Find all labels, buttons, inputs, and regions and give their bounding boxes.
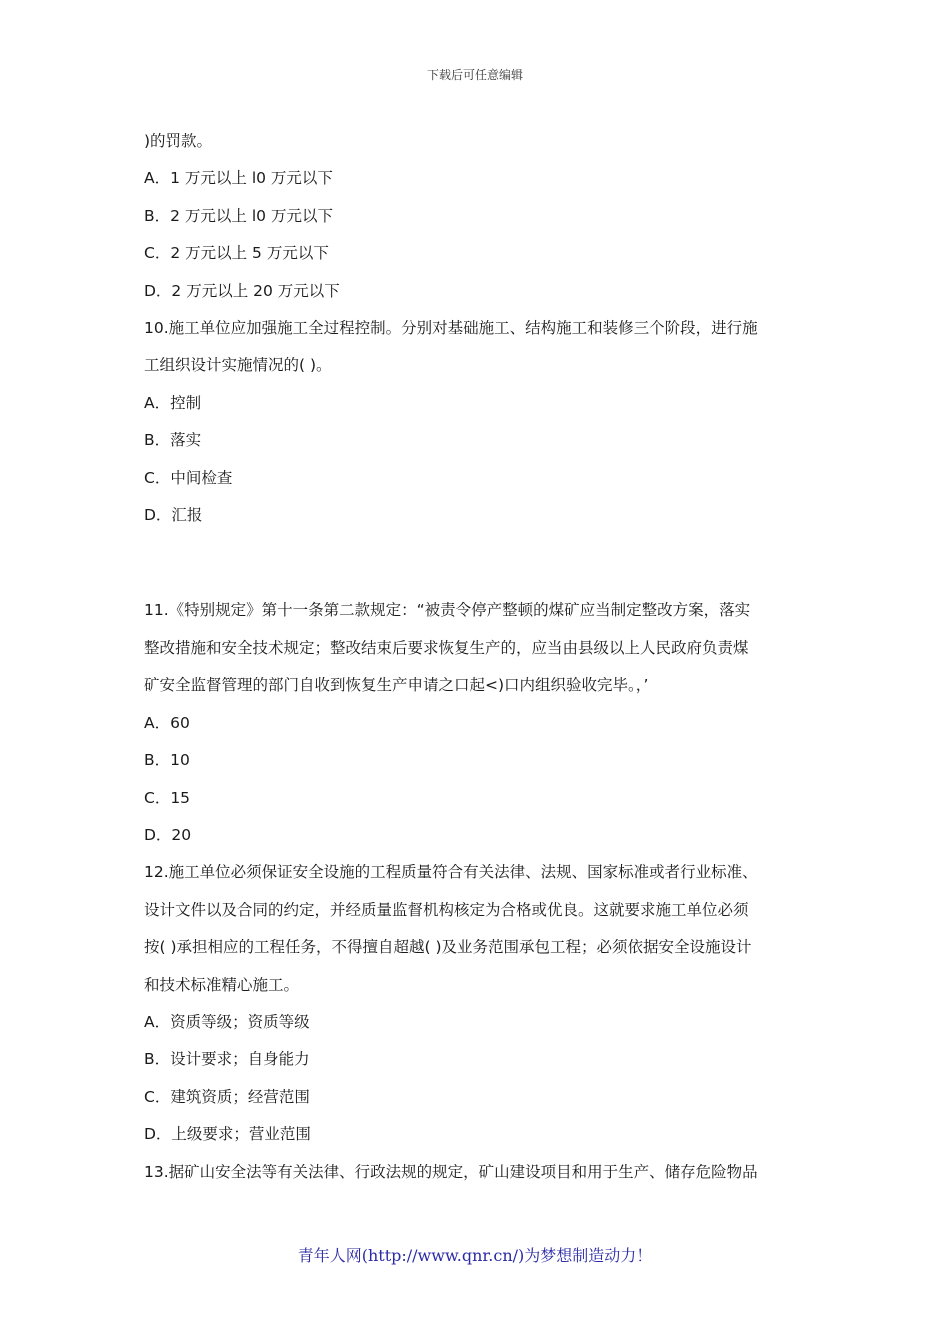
question-11 <box>144 592 809 854</box>
option-c: C．建筑资质；经营范围 <box>144 1087 310 1106</box>
option-b: B．10 <box>144 751 190 770</box>
option-b: B．2 万元以上 l0 万元以下 <box>144 206 333 225</box>
question-9-tail <box>144 123 809 310</box>
question-text: 工组织设计实施情况的( )。 <box>144 356 332 375</box>
question-12 <box>144 854 809 1153</box>
question-13 <box>144 1154 809 1191</box>
question-text: )的罚款。 <box>144 132 213 150</box>
question-text: 设计文件以及合同的约定，并经质量监督机构核定为合格或优良。这就要求施工单位必须 <box>144 900 749 919</box>
document-body <box>144 123 809 1191</box>
page-footer: 青年人网(http://www.qnr.cn/)为梦想制造动力！ <box>297 1246 653 1265</box>
question-text: 整改措施和安全技术规定；整改结束后要求恢复生产的，应当由县级以上人民政府负责煤 <box>144 638 749 657</box>
question-text: 和技术标准精心施工。 <box>144 975 300 994</box>
question-text: 13.据矿山安全法等有关法律、行政法规的规定，矿山建设项目和用于生产、储存危险物品 <box>144 1162 758 1181</box>
option-d: D．20 <box>144 825 192 844</box>
question-text: 按( )承担相应的工程任务，不得擅自超越( )及业务范围承包工程；必须依据安全设施设计 <box>144 938 752 957</box>
option-b: B．设计要求；自身能力 <box>144 1050 310 1069</box>
question-text: 10.施工单位应加强施工全过程控制。分别对基础施工、结构施工和装修三个阶段，进行施 <box>144 319 758 338</box>
option-c: C．15 <box>144 788 191 807</box>
option-a: A．60 <box>144 713 190 732</box>
paragraph-gap <box>144 534 809 592</box>
option-c: C．2 万元以上 5 万元以下 <box>144 244 329 263</box>
question-10 <box>144 310 809 534</box>
option-a: A．1 万元以上 l0 万元以下 <box>144 169 333 188</box>
question-text: 矿安全监督管理的部门自收到恢复生产申请之口起<)口内组织验收完毕。，’ <box>144 676 649 695</box>
option-d: D．上级要求；营业范围 <box>144 1125 311 1144</box>
option-a: A．资质等级；资质等级 <box>144 1012 310 1031</box>
option-b: B．落实 <box>144 431 202 450</box>
option-d: D．2 万元以上 20 万元以下 <box>144 281 340 300</box>
page-header: 下载后可任意编辑 <box>426 68 523 82</box>
option-d: D．汇报 <box>144 506 203 525</box>
question-text: 11.《特别规定》第十一条第二款规定：“被责令停产整顿的煤矿应当制定整改方案，落实 <box>144 601 751 620</box>
option-c: C．中间检查 <box>144 468 233 487</box>
question-text: 12.施工单位必须保证安全设施的工程质量符合有关法律、法规、国家标准或者行业标准、 <box>144 863 758 882</box>
option-a: A．控制 <box>144 393 202 412</box>
